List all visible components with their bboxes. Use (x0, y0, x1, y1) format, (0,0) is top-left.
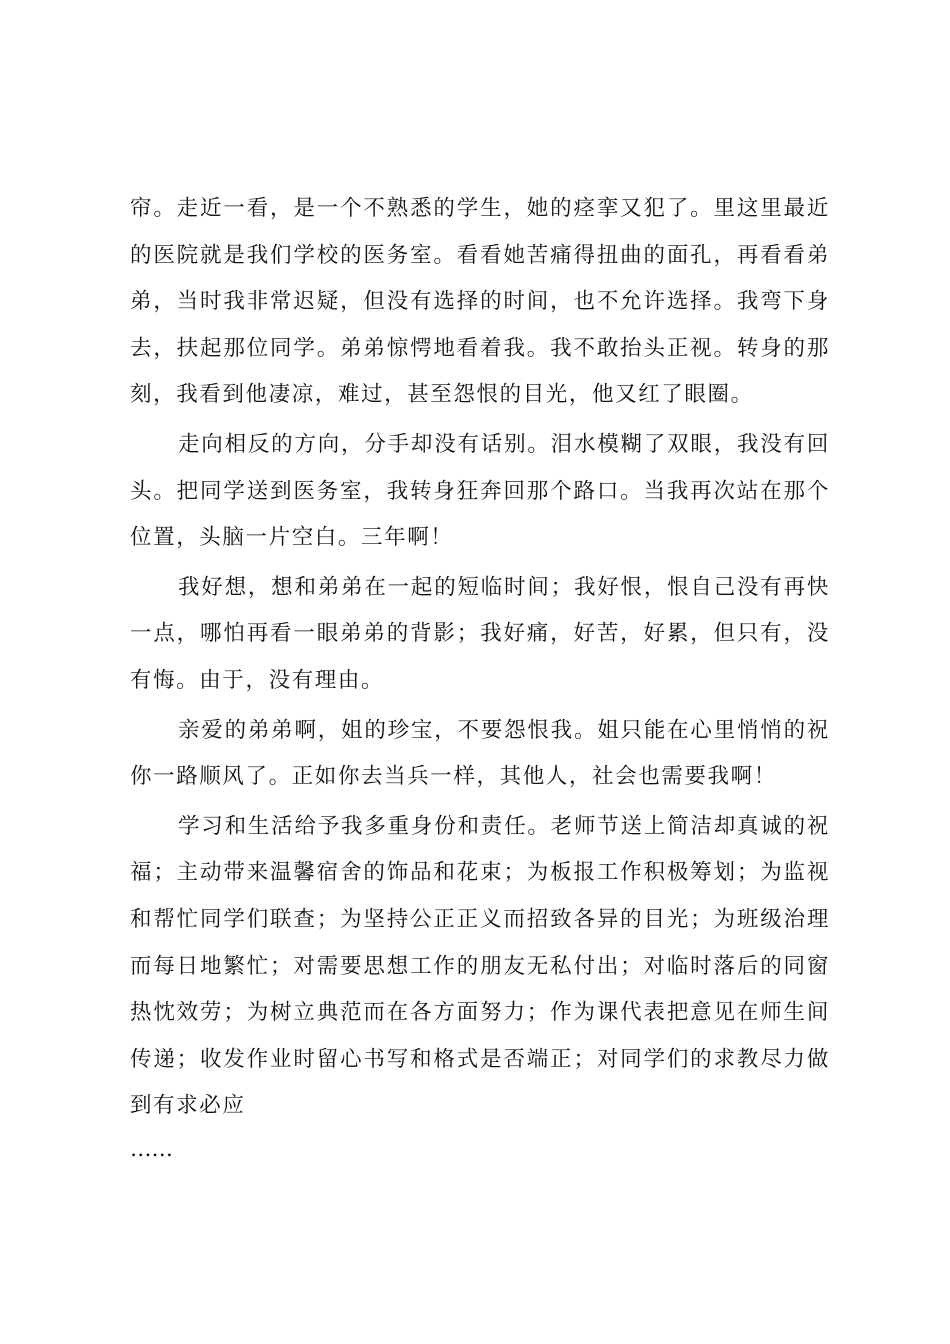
paragraph-6-ellipsis: …… (130, 1136, 173, 1162)
paragraph-3: 我好想，想和弟弟在一起的短临时间；我好恨，恨自己没有再快一点，哪怕再看一眼弟弟的背影；我好痛，好苦，好累，但只有，没有悔。由于，没有理由。 (130, 574, 830, 693)
document-page (130, 186, 830, 1176)
paragraph-2: 走向相反的方向，分手却没有话别。泪水模糊了双眼，我没有回头。把同学送到医务室，我转身狂奔回那个路口。当我再次站在那个位置，头脑一片空白。三年啊！ (130, 431, 830, 551)
paragraph-1: 帘。走近一看，是一个不熟悉的学生，她的痉挛又犯了。里这里最近的医院就是我们学校的医务室。看看她苦痛得扭曲的面孔，再看看弟弟，当时我非常迟疑，但没有选择的时间，也不允许选择。我弯下身去，扶起那位同学。弟弟惊愕地看着我。我不敢抬头正视。转身的那刻，我看到他凄凉，难过，甚至怨恨的目光，他又红了眼圈。 (130, 196, 830, 408)
paragraph-4: 亲爱的弟弟啊，姐的珍宝，不要怨恨我。姐只能在心里悄悄的祝你一路顺风了。正如你去当兵一样，其他人，社会也需要我啊！ (130, 717, 830, 790)
paragraph-5: 学习和生活给予我多重身份和责任。老师节送上简洁却真诚的祝福；主动带来温馨宿舍的饰品和花束；为板报工作积极筹划；为监视和帮忙同学们联查；为坚持公正正义而招致各异的目光；为班级治理而每日地繁忙；对需要思想工作的朋友无私付出；对临时落后的同窗热忱效劳；为树立典范而在各方面努力；作为课代表把意见在师生间传递；收发作业时留心书写和格式是否端正；对同学们的求教尽力做到有求必应 (130, 813, 830, 1119)
